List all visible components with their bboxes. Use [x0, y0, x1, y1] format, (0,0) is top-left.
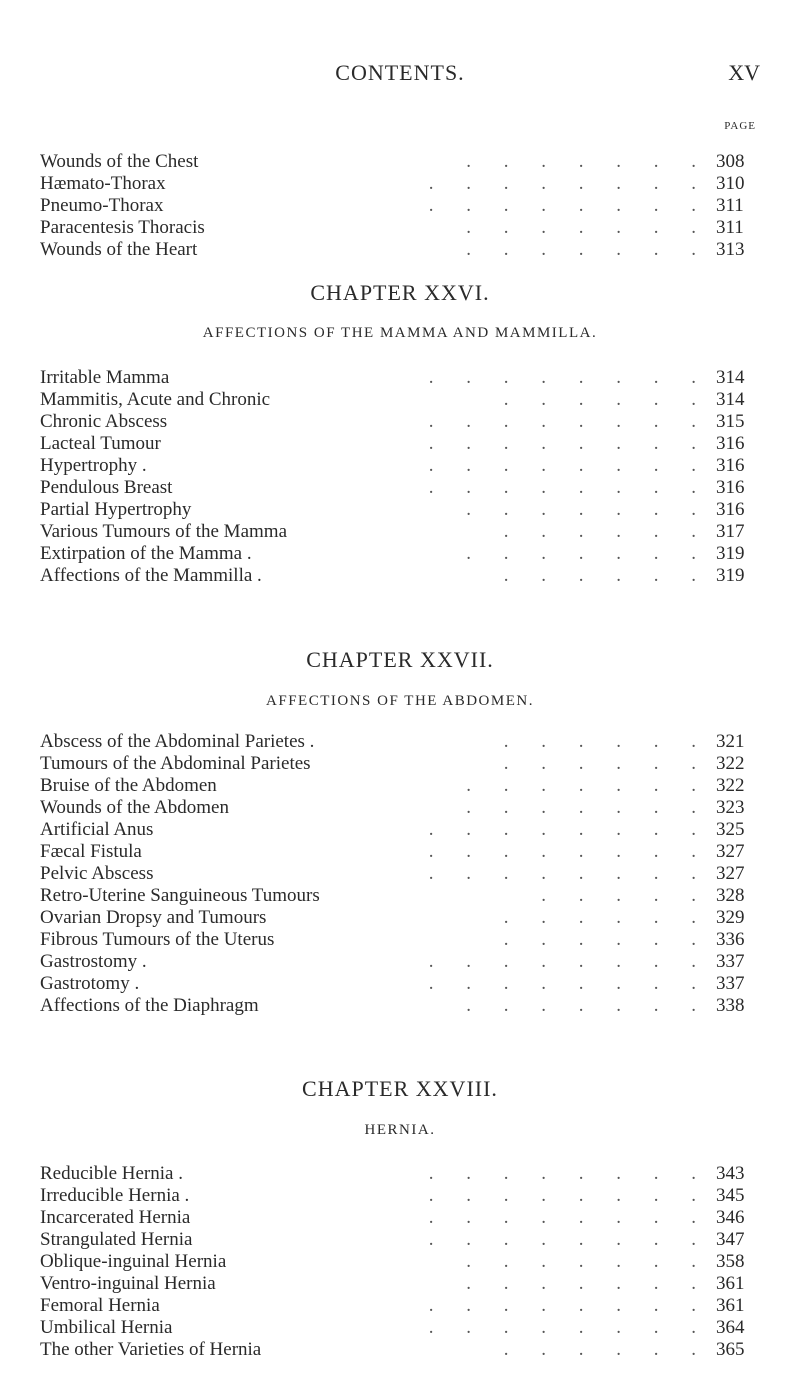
- leader-dots: . . . . . . . .: [428, 1295, 710, 1316]
- entry-title: Abscess of the Abdominal Parietes .: [40, 731, 315, 752]
- entry-title: Bruise of the Abdomen: [40, 775, 217, 796]
- entry-title: Gastrotomy .: [40, 973, 140, 994]
- entry-page: 314: [716, 389, 745, 410]
- toc-entry: [40, 1273, 760, 1295]
- entry-page: 314: [716, 367, 745, 388]
- leader-dots: . . . . . .: [503, 731, 710, 752]
- toc-entry: [40, 173, 760, 195]
- leader-dots: . . . . . . .: [466, 239, 710, 260]
- entry-page: 336: [716, 929, 745, 950]
- entry-page: 315: [716, 411, 745, 432]
- leader-dots: . . . . . . . .: [428, 863, 710, 884]
- leader-dots: . . . . . . .: [466, 543, 710, 564]
- leader-dots: . . . . . . . .: [428, 1185, 710, 1206]
- toc-entry: [40, 819, 760, 841]
- entry-page: 311: [716, 195, 744, 216]
- entry-title: Reducible Hernia .: [40, 1163, 183, 1184]
- entry-page: 361: [716, 1295, 745, 1316]
- leader-dots: . . . . . .: [503, 521, 710, 542]
- entry-page: 316: [716, 477, 745, 498]
- toc-entries-thorax: [40, 151, 760, 261]
- toc-entry: [40, 433, 760, 455]
- entry-page: 346: [716, 1207, 745, 1228]
- entry-title: Irreducible Hernia .: [40, 1185, 190, 1206]
- leader-dots: . . . . . . . .: [428, 819, 710, 840]
- leader-dots: . . . . . . . .: [428, 367, 710, 388]
- entry-page: 361: [716, 1273, 745, 1294]
- entry-title: Wounds of the Abdomen: [40, 797, 229, 818]
- entry-title: Pelvic Abscess: [40, 863, 154, 884]
- running-head-page-number: XV: [728, 60, 760, 85]
- toc-entry: [40, 1163, 760, 1185]
- toc-entry: [40, 731, 760, 753]
- chapter-heading: CHAPTER XXVI.: [310, 280, 490, 305]
- toc-entries-abdomen: [40, 731, 760, 1017]
- entry-title: Irritable Mamma: [40, 367, 170, 388]
- toc-entry: [40, 929, 760, 951]
- entry-page: 347: [716, 1229, 745, 1250]
- entry-title: Oblique-inguinal Hernia: [40, 1251, 227, 1272]
- leader-dots: . . . . . . . .: [428, 173, 710, 194]
- entry-page: 327: [716, 863, 745, 884]
- entry-page: 316: [716, 433, 745, 454]
- page-column-label: PAGE: [724, 120, 756, 132]
- entry-page: 313: [716, 239, 745, 260]
- entry-title: Extirpation of the Mamma .: [40, 543, 252, 564]
- toc-entry: [40, 565, 760, 587]
- leader-dots: . . . . . . . .: [428, 433, 710, 454]
- entry-page: 337: [716, 973, 745, 994]
- toc-entry: [40, 499, 760, 521]
- entry-page: 322: [716, 753, 745, 774]
- toc-entry: [40, 1317, 760, 1339]
- leader-dots: . . . . . .: [503, 565, 710, 586]
- leader-dots: . . . . . . . .: [428, 1207, 710, 1228]
- leader-dots: . . . . . . .: [466, 499, 710, 520]
- entry-title: Partial Hypertrophy: [40, 499, 192, 520]
- leader-dots: . . . . . . . .: [428, 1163, 710, 1184]
- toc-entry: [40, 797, 760, 819]
- toc-entry: [40, 217, 760, 239]
- entry-page: 345: [716, 1185, 745, 1206]
- entry-title: Femoral Hernia: [40, 1295, 160, 1316]
- toc-entry: [40, 841, 760, 863]
- chapter-heading: CHAPTER XXVII.: [306, 647, 494, 672]
- entry-title: Gastrostomy .: [40, 951, 147, 972]
- toc-entry: [40, 411, 760, 433]
- running-head-title: CONTENTS.: [335, 60, 465, 85]
- entry-title: Wounds of the Chest: [40, 151, 199, 172]
- toc-entry: [40, 521, 760, 543]
- entry-title: Strangulated Hernia: [40, 1229, 193, 1250]
- leader-dots: . . . . . . .: [466, 151, 710, 172]
- entry-title: Umbilical Hernia: [40, 1317, 173, 1338]
- entry-title: Incarcerated Hernia: [40, 1207, 191, 1228]
- leader-dots: . . . . . . . .: [428, 477, 710, 498]
- toc-entry: [40, 1229, 760, 1251]
- toc-entry: [40, 455, 760, 477]
- entry-page: 364: [716, 1317, 745, 1338]
- leader-dots: . . . . .: [541, 885, 710, 906]
- entry-title: Hæmato-Thorax: [40, 173, 166, 194]
- toc-entry: [40, 1185, 760, 1207]
- chapter-subtitle: AFFECTIONS OF THE MAMMA AND MAMMILLA.: [202, 325, 598, 341]
- leader-dots: . . . . . . . .: [428, 841, 710, 862]
- toc-entry: [40, 907, 760, 929]
- entry-title: Affections of the Mammilla .: [40, 565, 262, 586]
- toc-entry: [40, 753, 760, 775]
- chapter-subtitle: HERNIA.: [364, 1122, 436, 1138]
- entry-page: 317: [716, 521, 745, 542]
- entry-title: Wounds of the Heart: [40, 239, 198, 260]
- toc-entries-mamma: [40, 367, 760, 587]
- entry-page: 311: [716, 217, 744, 238]
- leader-dots: . . . . . . .: [466, 1251, 710, 1272]
- entry-page: 321: [716, 731, 745, 752]
- toc-entry: [40, 1251, 760, 1273]
- entry-title: Affections of the Diaphragm: [40, 995, 259, 1016]
- toc-entry: [40, 1339, 760, 1361]
- leader-dots: . . . . . .: [503, 929, 710, 950]
- toc-entry: [40, 1295, 760, 1317]
- leader-dots: . . . . . . .: [466, 797, 710, 818]
- leader-dots: . . . . . . . .: [428, 455, 710, 476]
- toc-entry: [40, 1207, 760, 1229]
- toc-entry: [40, 775, 760, 797]
- leader-dots: . . . . . .: [503, 389, 710, 410]
- leader-dots: . . . . . . .: [466, 217, 710, 238]
- entry-title: Tumours of the Abdominal Parietes: [40, 753, 311, 774]
- entry-title: Fibrous Tumours of the Uterus: [40, 929, 275, 950]
- entry-title: Artificial Anus: [40, 819, 154, 840]
- leader-dots: . . . . . . .: [466, 775, 710, 796]
- entry-page: 310: [716, 173, 745, 194]
- entry-title: Retro-Uterine Sanguineous Tumours: [40, 885, 320, 906]
- leader-dots: . . . . . .: [503, 753, 710, 774]
- running-head: [0, 60, 800, 90]
- entry-page: 329: [716, 907, 745, 928]
- entry-page: 323: [716, 797, 745, 818]
- toc-entry: [40, 885, 760, 907]
- entry-page: 325: [716, 819, 745, 840]
- entry-title: Fæcal Fistula: [40, 841, 142, 862]
- toc-entry: [40, 477, 760, 499]
- leader-dots: . . . . . . . .: [428, 195, 710, 216]
- leader-dots: . . . . . . .: [466, 1273, 710, 1294]
- leader-dots: . . . . . . . .: [428, 973, 710, 994]
- entry-title: Paracentesis Thoracis: [40, 217, 205, 238]
- toc-entry: [40, 367, 760, 389]
- entry-page: 327: [716, 841, 745, 862]
- entry-page: 316: [716, 499, 745, 520]
- leader-dots: . . . . . . . .: [428, 1229, 710, 1250]
- toc-entry: [40, 389, 760, 411]
- toc-entry: [40, 239, 760, 261]
- entry-title: Ventro-inguinal Hernia: [40, 1273, 216, 1294]
- chapter-subtitle: AFFECTIONS OF THE ABDOMEN.: [266, 693, 534, 709]
- leader-dots: . . . . . . . .: [428, 951, 710, 972]
- entry-page: 328: [716, 885, 745, 906]
- entry-page: 343: [716, 1163, 745, 1184]
- entry-title: Pneumo-Thorax: [40, 195, 164, 216]
- entry-page: 338: [716, 995, 745, 1016]
- toc-entry: [40, 863, 760, 885]
- toc-entry: [40, 151, 760, 173]
- entry-page: 322: [716, 775, 745, 796]
- toc-entry: [40, 995, 760, 1017]
- leader-dots: . . . . . . . .: [428, 1317, 710, 1338]
- entry-title: Mammitis, Acute and Chronic: [40, 389, 271, 410]
- entry-title: Ovarian Dropsy and Tumours: [40, 907, 267, 928]
- entry-page: 319: [716, 565, 745, 586]
- toc-entries-hernia: [40, 1163, 760, 1361]
- entry-page: 337: [716, 951, 745, 972]
- toc-entry: [40, 951, 760, 973]
- toc-entry: [40, 973, 760, 995]
- entry-title: The other Varieties of Hernia: [40, 1339, 262, 1360]
- entry-title: Chronic Abscess: [40, 411, 168, 432]
- entry-title: Hypertrophy .: [40, 455, 147, 476]
- toc-entry: [40, 195, 760, 217]
- entry-page: 319: [716, 543, 745, 564]
- leader-dots: . . . . . . .: [466, 995, 710, 1016]
- leader-dots: . . . . . .: [503, 1339, 710, 1360]
- entry-title: Lacteal Tumour: [40, 433, 161, 454]
- chapter-heading: CHAPTER XXVIII.: [302, 1076, 498, 1101]
- entry-page: 316: [716, 455, 745, 476]
- toc-entry: [40, 543, 760, 565]
- entry-page: 308: [716, 151, 745, 172]
- leader-dots: . . . . . . . .: [428, 411, 710, 432]
- entry-page: 358: [716, 1251, 745, 1272]
- leader-dots: . . . . . .: [503, 907, 710, 928]
- entry-title: Pendulous Breast: [40, 477, 173, 498]
- entry-page: 365: [716, 1339, 745, 1360]
- entry-title: Various Tumours of the Mamma: [40, 521, 287, 542]
